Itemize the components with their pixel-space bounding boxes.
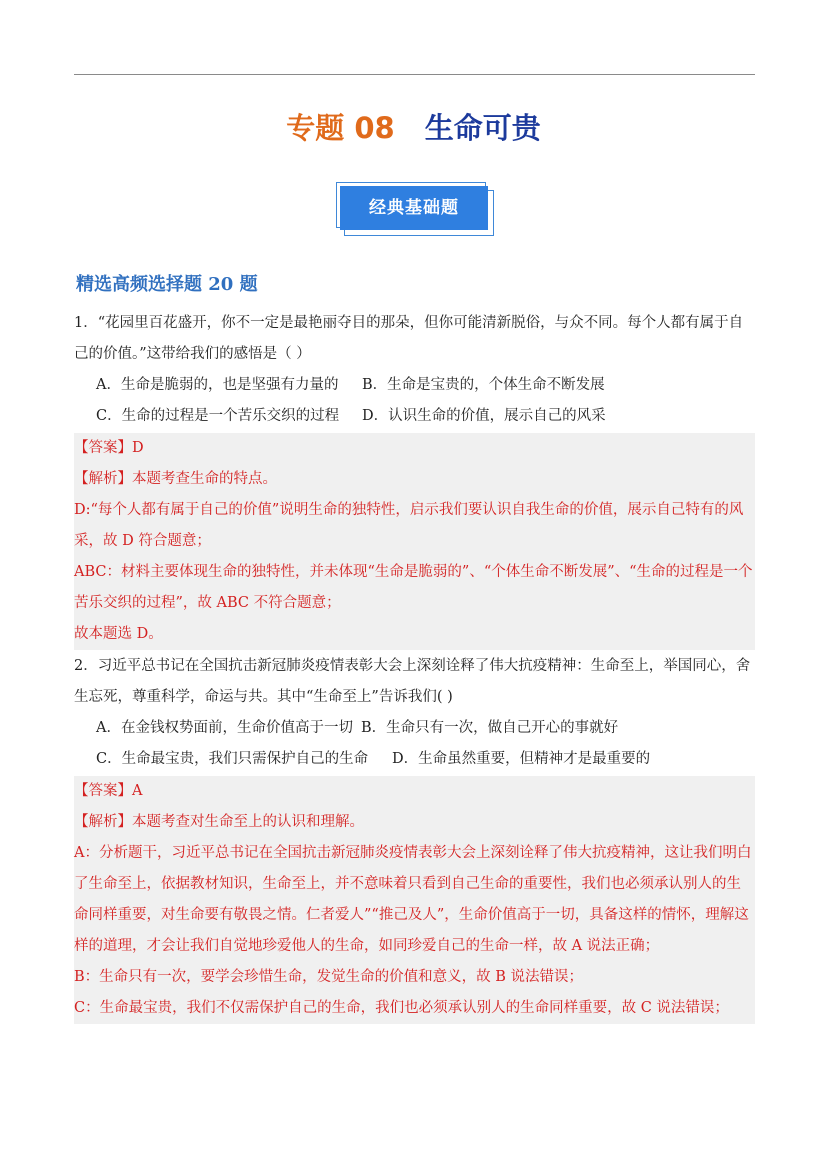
option-row: [74, 370, 755, 401]
section-title: 精选高频选择题 20 题: [76, 274, 258, 295]
analysis-text: C：生命最宝贵，我们不仅需保护自己的生命，我们也必须承认别人的生命同样重要，故 C 说法错误；: [74, 1000, 729, 1016]
answer-value: A: [132, 783, 143, 799]
analysis-text: D:“每个人都有属于自己的价值”说明生命的独特性，启示我们要认识自我生命的价值，展示自己特有的风: [74, 502, 744, 518]
option-row: [74, 713, 755, 744]
answer-block: [74, 776, 755, 1024]
question-stem-line: 己的价值。”这带给我们的感悟是（ ）: [74, 346, 311, 362]
answer-block: [74, 433, 755, 650]
option-a: A．在金钱权势面前，生命价值高于一切: [96, 720, 353, 736]
option-d: D．认识生命的价值，展示自己的风采: [362, 408, 606, 424]
option-c: C．生命的过程是一个苦乐交织的过程: [96, 408, 340, 424]
answer-value: D: [132, 440, 144, 456]
analysis-text: 本题考查生命的特点。: [132, 471, 277, 487]
page-title: [0, 108, 827, 148]
analysis-label: 【解析】: [74, 814, 132, 830]
title-name: 生命可贵: [424, 111, 541, 145]
header-rule: [74, 74, 755, 75]
question-list: [74, 308, 755, 1025]
answer-label: 【答案】: [74, 783, 132, 799]
option-b: B．生命是宝贵的，个体生命不断发展: [362, 377, 605, 393]
analysis-text: A：分析题干，习近平总书记在全国抗击新冠肺炎疫情表彰大会上深刻诠释了伟大抗疫精神，这让我们明白: [74, 845, 752, 861]
answer-line: [74, 776, 755, 807]
analysis-line: [74, 464, 755, 495]
question-stem-line: 2．习近平总书记在全国抗击新冠肺炎疫情表彰大会上深刻诠释了伟大抗疫精神：生命至上，举国同心，舍: [74, 658, 751, 674]
option-b: B．生命只有一次，做自己开心的事就好: [360, 720, 619, 736]
analysis-text: 样的道理，才会让我们自觉地珍爱他人的生命，如同珍爱自己的生命一样，故 A 说法正确；: [74, 938, 660, 954]
analysis-text: 了生命至上，依据教材知识，生命至上，并不意味着只看到自己生命的重要性，我们也必须承认别人的生: [74, 876, 741, 892]
category-badge: [336, 182, 494, 236]
question-2: [74, 651, 755, 1024]
option-row: [74, 401, 755, 432]
analysis-text: 采，故 D 符合题意；: [74, 533, 211, 549]
analysis-text: 苦乐交织的过程”，故 ABC 不符合题意；: [74, 595, 341, 611]
option-d: D．生命虽然重要，但精神才是最重要的: [392, 751, 651, 767]
badge-label: 经典基础题: [340, 186, 488, 230]
analysis-line: [74, 807, 755, 838]
answer-label: 【答案】: [74, 440, 132, 456]
analysis-text: 故本题选 D。: [74, 626, 163, 642]
analysis-text: 命同样重要，对生命要有敬畏之情。仁者爱人”“推己及人”，生命价值高于一切，具备这样的情怀，理解这: [74, 907, 749, 923]
question-stem-line: 1．“花园里百花盛开，你不一定是最艳丽夺目的那朵，但你可能清新脱俗，与众不同。每个人都有属于自: [74, 315, 744, 331]
title-number: 专题 08: [286, 111, 395, 145]
question-stem-line: 生忘死，尊重科学，命运与共。其中“生命至上”告诉我们( ): [74, 689, 453, 705]
analysis-text: B：生命只有一次，要学会珍惜生命，发觉生命的价值和意义，故 B 说法错误；: [74, 969, 584, 985]
analysis-text: ABC：材料主要体现生命的独特性，并未体现“生命是脆弱的”、“个体生命不断发展”、“生命的过程是一个: [74, 564, 753, 580]
option-a: A．生命是脆弱的，也是坚强有力量的: [96, 377, 339, 393]
question-1: [74, 308, 755, 650]
answer-line: [74, 433, 755, 464]
option-row: [74, 744, 755, 775]
analysis-text: 本题考查对生命至上的认识和理解。: [132, 814, 364, 830]
option-c: C．生命最宝贵，我们只需保护自己的生命: [96, 751, 369, 767]
analysis-label: 【解析】: [74, 471, 132, 487]
